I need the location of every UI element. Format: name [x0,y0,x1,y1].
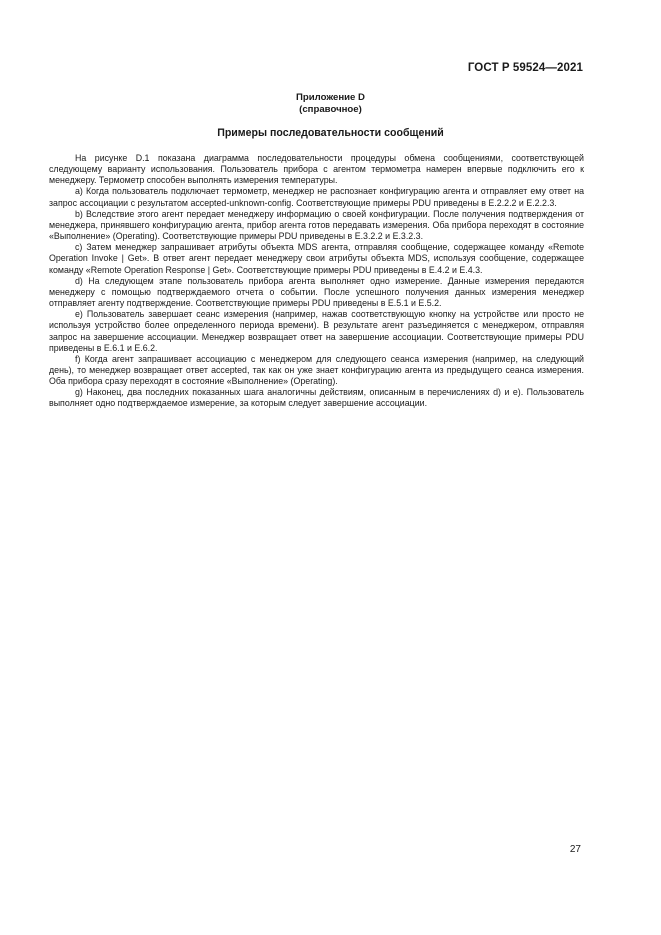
annex-label: Приложение D [296,92,365,103]
paragraph-e: e) Пользователь завершает сеанс измерения (например, нажав соответствующую кнопку на устройстве или просто не используя устройство более определенного периода времени). В результате агент разъединяется с менеджером, отправляя запрос на завершение ассоциации. Менеджер возвращает ответ на завершение ассоциации. Соответствующие примеры PDU приведены в Е.6.1 и Е.6.2. [49,309,584,353]
annex-status: (справочное) [299,104,362,115]
annex-heading [0,92,661,116]
paragraph-g: g) Наконец, два последних показанных шага аналогичны действиям, описанным в перечислениях d) и е). Пользователь выполняет одно подтверждаемое измерение, за которым следует завершение ассоциации. [49,387,584,409]
page-number: 27 [569,844,581,855]
document-code: ГОСТ Р 59524—2021 [467,62,583,74]
annex-title: Примеры последовательности сообщений [217,127,444,139]
paragraph-f: f) Когда агент запрашивает ассоциацию с менеджером для следующего сеанса измерения (например, на следующий день), то менеджер возвращает ответ accepted, так как он уже знает конфигурацию агента из предыдущего сеанса измерения. Оба прибора сразу переходят в состояние «Выполнение» (Operating). [49,353,584,387]
paragraph-d: d) На следующем этапе пользователь прибора агента выполняет одно измерение. Данные измерения передаются менеджеру с помощью подтверждаемого отчета о событии. После успешного получения данных измерения менеджер отправляет агенту подтверждение. Соответствующие примеры PDU приведены в Е.5.1 и Е.5.2. [49,275,584,309]
paragraph-b: b) Вследствие этого агент передает менеджеру информацию о своей конфигурации. После получения подтверждения от менеджера, принявшего конфигурацию агента, прибор агента готов передавать измерения. Оба прибора переходят в состояние «Выполнение» (Operating). Соответствующие примеры PDU приведены в Е.3.2.2 и Е.3.2.3. [49,208,584,242]
paragraph-intro: На рисунке D.1 показана диаграмма последовательности процедуры обмена сообщениями, соответствующей следующему варианту использования. Пользователь прибора с агентом термометра намерен впервые подключить его к менеджеру. Термометр способен выполнять измерения температуры. [49,153,584,186]
body-text [49,153,584,410]
paragraph-a: a) Когда пользователь подключает термометр, менеджер не распознает конфигурацию агента и отправляет ему ответ на запрос ассоциации с результатом accepted-unknown-config. Соответствующие примеры PDU приведены в Е.2.2.2 и Е.2.2.3. [49,186,584,208]
paragraph-c: c) Затем менеджер запрашивает атрибуты объекта MDS агента, отправляя сообщение, содержащее команду «Remote Operation Invoke | Get». В ответ агент передает менеджеру свои атрибуты объекта MDS, используя сообщение, содержащее команду «Remote Operation Response | Get». Соответствующие примеры PDU приведены в Е.4.2 и Е.4.3. [49,242,584,275]
